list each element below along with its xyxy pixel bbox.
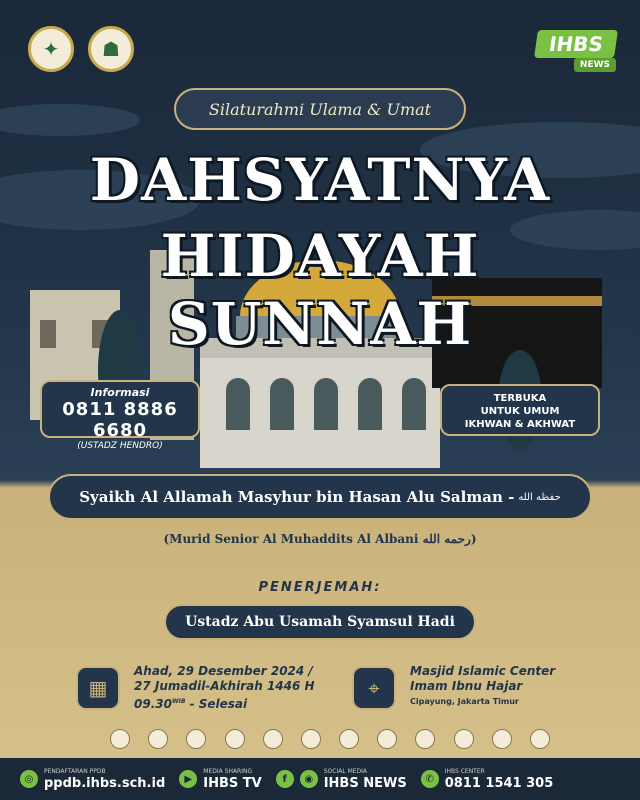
speaker-name: Syaikh Al Allamah Masyhur bin Hasan Alu Salman - [79,488,515,506]
partner-logo-icon [225,729,245,749]
speaker-banner [48,474,592,520]
date-line-1: Ahad, 29 Desember 2024 / [134,664,313,678]
open-line-3: IKHWAN & AKHWAT [464,419,576,430]
footer-registration[interactable] [20,768,165,791]
event-subtitle: Silaturahmi Ulama & Umat [174,88,466,130]
date-line-2: 27 Jumadil-Akhirah 1446 H [134,679,315,693]
partner-logo-icon [492,729,512,749]
partner-logo-icon [148,729,168,749]
translator-banner: Ustadz Abu Usamah Syamsul Hadi [164,604,476,640]
event-date [134,664,315,712]
translator-label: PENERJEMAH: [258,580,382,595]
location-pin-icon: ⌖ [352,666,396,710]
calendar-icon: ▦ [76,666,120,710]
partner-logo-icon [454,729,474,749]
venue-line-2: Imam Ibnu Hajar [410,679,523,693]
brand-main-text: IHBS [534,30,618,58]
event-venue [410,664,555,709]
partner-logo-icon [263,729,283,749]
ihbs-news-logo [536,30,616,74]
partner-logo-icon [110,729,130,749]
contact-info-box [40,380,200,451]
institution-emblem-icon: ✦ [28,26,74,72]
time-zone: WIB [171,698,186,705]
partner-logos-top [28,26,134,72]
partner-logo-icon [377,729,397,749]
school-emblem-icon: ☗ [88,26,134,72]
social-value[interactable]: IHBS NEWS [323,775,407,791]
social-label: SOCIAL MEDIA [323,767,368,775]
info-phone: 0811 8886 6680 [62,399,178,441]
open-line-1: TERBUKA [493,393,547,404]
partner-logo-icon [530,729,550,749]
youtube-icon: ▶ [179,770,197,788]
instagram-icon: ◉ [300,770,318,788]
facebook-icon: f [276,770,294,788]
speaker-honorific: حفظه الله [518,491,561,503]
brand-sub-text: NEWS [574,58,616,72]
title-line-2: HIDAYAH SUNNAH [160,222,480,358]
media-value[interactable]: IHBS TV [203,775,262,791]
footer-social[interactable] [276,768,407,791]
time-start: 09.30 [134,697,172,711]
registration-url[interactable]: ppdb.ihbs.sch.id [44,775,166,791]
info-contact-name: (USTADZ HENDRO) [77,441,163,451]
partner-logos-bottom [110,726,550,752]
time-end: - Selesai [185,697,248,711]
info-label: Informasi [90,386,150,399]
center-label: IHBS CENTER [444,767,485,775]
open-line-2: UNTUK UMUM [480,406,560,417]
center-phone[interactable]: 0811 1541 305 [444,775,554,791]
partner-logo-icon [415,729,435,749]
partner-logo-icon [339,729,359,749]
venue-line-3: Cipayung, Jakarta Timur [410,697,519,706]
footer-bar [0,758,640,800]
event-details [70,660,580,716]
title-line-1: DAHSYATNYA [89,146,551,214]
globe-icon: ◎ [20,770,38,788]
registration-label: PENDAFTARAN PPDB [44,767,106,775]
footer-media[interactable] [179,768,261,791]
whatsapp-icon: ✆ [421,770,439,788]
media-label: MEDIA SHARING [203,767,253,775]
open-public-box [440,384,600,436]
footer-center[interactable] [421,768,554,791]
partner-logo-icon [301,729,321,749]
venue-line-1: Masjid Islamic Center [410,664,556,678]
speaker-note: (Murid Senior Al Muhaddits Al Albani رحمه الله) [163,532,477,546]
event-time [134,694,315,712]
partner-logo-icon [186,729,206,749]
